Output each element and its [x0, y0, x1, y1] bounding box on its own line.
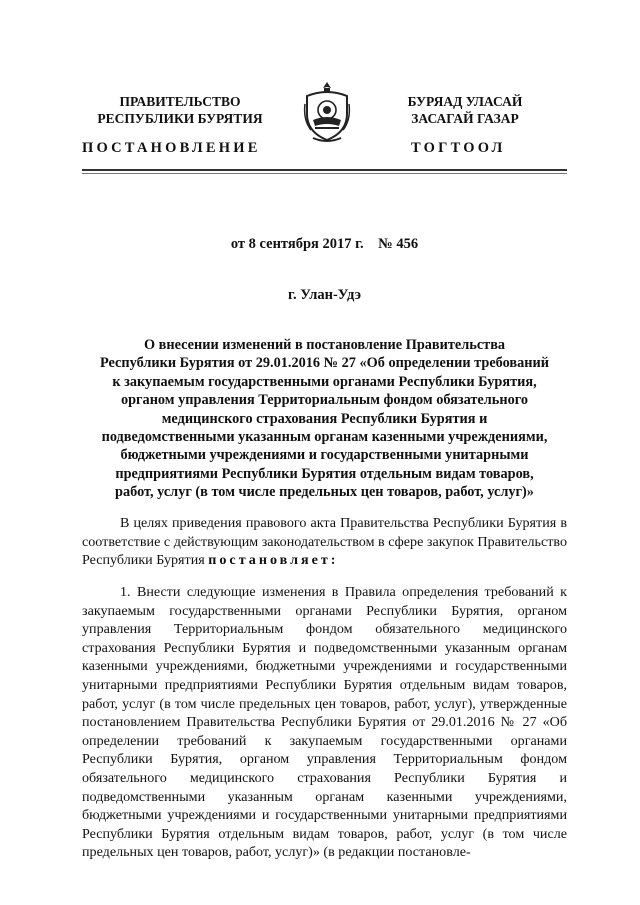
doc-type-buryat: ТОГТООЛ — [411, 140, 506, 156]
title-line: О внесении изменений в постановление Правительства — [143, 337, 506, 353]
title-line: предприятиями Республики Бурятия отдельным видам товаров, — [115, 465, 534, 482]
doc-type-russian: ПОСТАНОВЛЕНИЕ — [82, 140, 261, 156]
header-right-line-2: ЗАСАГАЙ ГАЗАР — [411, 111, 519, 126]
title-line: Республики Бурятия от 29.01.2016 № 27 «Об определении требований — [99, 355, 550, 372]
date-and-number: от 8 сентября 2017 г. № 456 — [230, 236, 419, 252]
header-right-line-1: БУРЯАД УЛАСАЙ — [407, 94, 523, 109]
header-divider-thin — [82, 173, 567, 174]
header-left-line-2: РЕСПУБЛИКИ БУРЯТИЯ — [97, 111, 263, 126]
preamble-paragraph — [82, 514, 567, 570]
preamble-text: В целях приведения правового акта Правительства Республики Бурятия в соответствие с действующим законодательством в сфере закупок Правительство Республики Бурятия — [82, 515, 567, 569]
title-line: бюджетными учреждениями и государственными унитарными — [120, 447, 529, 464]
title-line: подведомственными указанным органам казенными учреждениями, — [101, 429, 548, 446]
buryatia-coat-of-arms-icon — [301, 80, 353, 144]
government-name-buryat — [392, 93, 538, 127]
header-divider-thick — [82, 169, 567, 171]
title-line: к закупаемым государственными органами Республики Бурятия, — [112, 373, 537, 390]
item-1-paragraph — [82, 583, 567, 862]
document-title — [82, 336, 567, 502]
decree-word: постановляет: — [208, 552, 339, 569]
city: г. Улан-Удэ — [288, 287, 361, 303]
header-left-line-1: ПРАВИТЕЛЬСТВО — [119, 94, 241, 109]
title-line: работ, услуг (в том числе предельных цен товаров, работ, услуг)» — [115, 484, 534, 501]
title-line: органом управления Территориальным фондом обязательного — [120, 392, 529, 409]
item-1-text: 1. Внести следующие изменения в Правила определения требований к закупаемым государственными органами Республики Бурятия, органом управления Территориальным фондом обязательного медицинского страхования Республики Бурятия и подведомственными указанным органам казенными учреждениями, бюджетными учреждениями и государственными унитарными предприятиями Республики Бурятия отдельным видам товаров, работ, услуг (в том числе предельных цен товаров, работ, услуг), утвержденные постановлением Правительства Республики Бурятия от 29.01.2016 № 27 «Об определении требований к закупаемым государственными органами Республики Бурятия, органом управления Территориальным фондом обязательного медицинского страхования Республики Бурятия и подведомственными указанным органам казенными учреждениями, бюджетными учреждениями и государственными унитарными предприятиями Республики Бурятия отдельным видам товаров, работ, услуг (в том числе предельных цен товаров, работ, услуг)» (в редакции постановле- — [82, 584, 567, 861]
government-name-russian — [92, 93, 268, 127]
title-line: медицинского страхования Республики Бурятия и — [161, 410, 488, 427]
